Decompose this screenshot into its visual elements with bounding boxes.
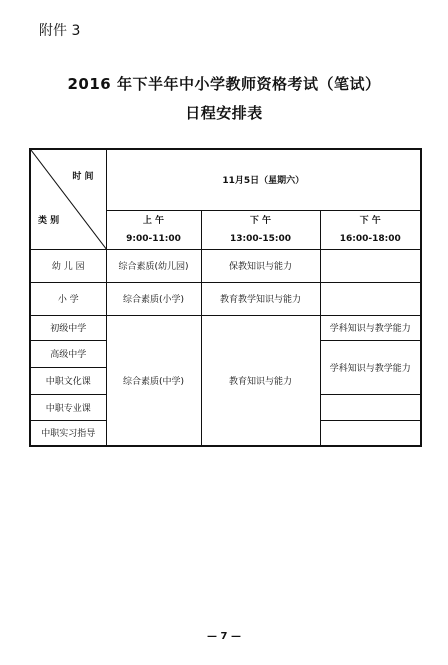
exam-cell: 教育教学知识与能力 [201,282,320,315]
category-cell: 中职专业课 [30,394,106,420]
attachment-label: 附件 3 [39,23,81,39]
page-number: — 7 — [207,631,241,642]
exam-cell [320,282,421,315]
session-period: 下 午 [249,215,272,226]
exam-cell: 学科知识与教学能力 [320,340,421,394]
date-cell: 11月5日（星期六） [106,149,421,210]
exam-cell [320,420,421,446]
exam-cell [320,394,421,420]
date-header-row [30,149,421,210]
exam-cell: 综合素质(小学) [106,282,201,315]
table-row [30,249,421,282]
document-subtitle: 日程安排表 [185,104,263,122]
exam-cell [320,249,421,282]
session-header-afternoon-1 [201,210,320,249]
corner-time-label: 时 间 [72,172,94,182]
category-cell: 高级中学 [30,340,106,367]
corner-diagonal [31,150,107,250]
corner-header-cell [30,149,106,249]
schedule-table [29,148,422,447]
exam-cell: 学科知识与教学能力 [320,315,421,340]
session-time: 16:00-18:00 [339,233,401,244]
table-row [30,282,421,315]
category-cell: 中职文化课 [30,367,106,394]
document-title: 2016 年下半年中小学教师资格考试（笔试） [67,75,381,93]
exam-cell-secondary-education: 教育知识与能力 [201,315,320,446]
session-period: 上 午 [142,215,165,226]
session-period: 下 午 [359,215,381,226]
session-time: 13:00-15:00 [229,233,292,244]
table-row [30,315,421,340]
category-cell: 初级中学 [30,315,106,340]
exam-cell: 综合素质(幼儿园) [106,249,201,282]
session-header-afternoon-2 [320,210,421,249]
category-cell: 小 学 [30,282,106,315]
session-header-morning [106,210,201,249]
corner-category-label: 类 别 [38,216,60,226]
exam-cell: 保教知识与能力 [201,249,320,282]
category-cell: 幼 儿 园 [30,249,106,282]
category-cell: 中职实习指导 [30,420,106,446]
session-time: 9:00-11:00 [126,233,181,244]
exam-cell-secondary-general: 综合素质(中学) [106,315,201,446]
